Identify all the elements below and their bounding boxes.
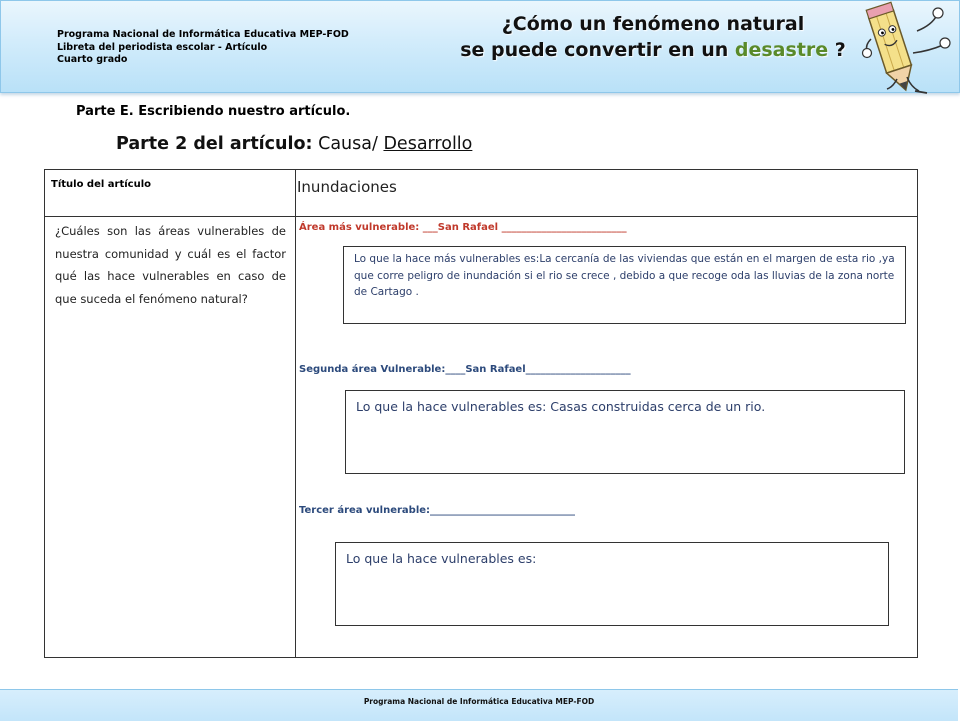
notebook-name: Libreta del periodista escolar - Artículo <box>57 41 268 53</box>
footer-text: Programa Nacional de Informática Educativa MEP-FOD <box>363 697 595 706</box>
main-title <box>451 11 855 63</box>
area1-label: Área más vulnerable: ___San Rafael _________________________ <box>299 222 627 233</box>
article-title-label: Título del artículo <box>51 179 152 190</box>
program-info <box>57 29 349 67</box>
main-title-line2-pre: se puede convertir en un <box>460 39 735 61</box>
header-banner <box>0 0 960 93</box>
article-table <box>44 169 918 658</box>
vulnerability-question: ¿Cuáles son las áreas vulnerables de nuestra comunidad y cuál es el factor qué las hace vulnerables en caso de que suceda el fenómeno natural? <box>55 224 286 306</box>
article-part-desarrollo: Desarrollo <box>383 134 473 154</box>
article-title-value[interactable]: Inundaciones <box>297 178 397 196</box>
table-divider-vertical <box>295 170 296 657</box>
article-part-heading <box>116 134 472 154</box>
table-divider-horizontal <box>45 216 917 217</box>
area1-answer-box[interactable]: Lo que la hace más vulnerables es:La cercanía de las viviendas que están en el margen de esta rio ,ya que corre peligro de inundación si el rio se crece , debido a que recoge oda las lluvias de la zona norte de Cartago . <box>343 246 906 324</box>
pencil-character-icon <box>857 1 960 96</box>
article-part-label: Parte 2 del artículo: <box>116 134 313 154</box>
area3-answer-box[interactable]: Lo que la hace vulnerables es: <box>335 542 889 626</box>
footer-banner <box>0 689 958 721</box>
area2-answer-box[interactable]: Lo que la hace vulnerables es: Casas construidas cerca de un rio. <box>345 390 905 474</box>
main-title-line2 <box>451 37 855 63</box>
area2-label: Segunda área Vulnerable:____San Rafael_____________________ <box>299 364 631 375</box>
area3-label: Tercer área vulnerable:_____________________________ <box>299 505 576 516</box>
grade-label: Cuarto grado <box>57 54 128 65</box>
main-title-line2-post: ? <box>828 39 846 61</box>
section-heading: Parte E. Escribiendo nuestro artículo. <box>76 104 351 119</box>
main-title-line1: ¿Cómo un fenómeno natural <box>501 13 805 35</box>
program-name: Programa Nacional de Informática Educativa MEP-FOD <box>57 29 349 40</box>
main-title-accent: desastre <box>734 39 829 61</box>
article-part-causa: Causa/ <box>312 134 384 154</box>
